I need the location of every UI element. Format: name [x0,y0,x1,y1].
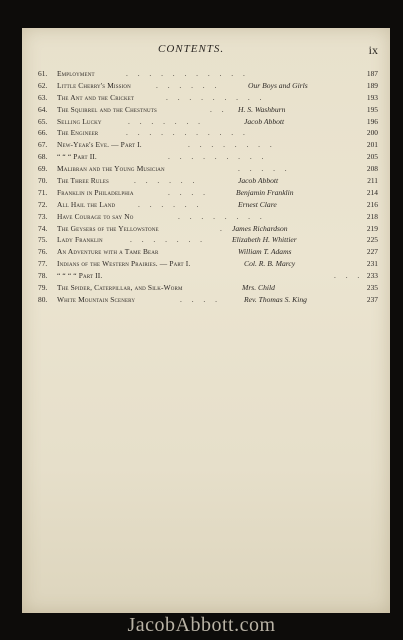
entry-number: 61. [38,69,48,78]
entry-title: Malibran and the Young Musician [57,164,165,174]
toc-entry [38,294,378,306]
entry-number: 67. [38,140,48,150]
entry-title: An Adventure with a Tame Bear [57,247,159,257]
toc-entry [38,80,378,92]
site-watermark: JacobAbbott.com [127,614,276,636]
entry-page: 211 [367,176,378,186]
entry-number: 77. [38,259,48,269]
entry-title: New-Year's Eve. — Part I. [57,140,142,150]
leader-dots: . [220,223,226,233]
entry-title: The Spider, Caterpillar, and Silk-Worm [57,283,183,293]
leader-dots: . . . . . . . [130,235,207,245]
entry-title: Indians of the Western Prairies. — Part I. [57,259,191,269]
leader-dots: . . . . . . . . [178,211,266,221]
entry-author: Jacob Abbott [238,176,279,186]
entry-author: Our Boys and Girls [248,80,308,90]
entry-author: Rev. Thomas S. King [244,294,307,304]
leader-dots: . . . . . . [138,199,203,209]
leader-dots: . . . . . . . [128,116,205,126]
entry-number: 72. [38,199,48,209]
entry-title: White Mountain Scenery [57,294,136,304]
toc-entry [38,270,378,282]
entry-number: 66. [38,128,48,138]
toc-entry [38,211,378,223]
entry-author: James Richardson [232,223,288,233]
leader-dots: . . . . [168,187,209,197]
leader-dots: . . . . . . . . . [166,92,266,102]
entry-number: 76. [38,247,48,257]
entry-title: The Squirrel and the Chestnuts [57,104,157,114]
entry-number: 64. [38,104,48,114]
entry-number: 70. [38,176,48,186]
leader-dots: . . . . . . . . . . . [126,128,249,138]
entry-page: 201 [366,140,378,150]
entry-page: 195 [366,104,378,114]
entry-author: Jacob Abbott [244,116,285,126]
entry-number: 73. [38,211,48,221]
entry-number: 75. [38,235,48,245]
entry-title: All Hail the Land [57,199,116,209]
entry-page: 214 [366,187,378,197]
entry-page: 193 [366,92,378,102]
entry-page: 237 [366,294,378,304]
entry-page: 187 [366,69,378,78]
toc-entry [38,175,378,187]
leader-dots: . . . . . . [156,80,221,90]
entry-author: Elizabeth H. Whittier [232,235,297,245]
leader-dots: . . . . [180,294,221,304]
toc-entry [38,151,378,163]
toc-entry [38,282,378,294]
leader-dots: . . . . . . [134,176,199,186]
toc-entry [38,139,378,151]
entry-number: 79. [38,283,48,293]
entry-page: 189 [366,80,378,90]
page-title: CONTENTS. [158,43,225,55]
entry-author: Mrs. Child [242,283,275,293]
entry-author: H. S. Washburn [238,104,286,114]
entry-title: The Ant and the Cricket [57,92,135,102]
entry-number: 63. [38,92,48,102]
toc-entry [38,258,378,270]
toc-entry [38,223,378,235]
entry-number: 68. [38,152,48,162]
entry-author: Ernest Clare [238,199,277,209]
entry-title: Little Cherry's Mission [57,80,131,90]
toc-entry [38,68,378,80]
leader-dots: . . . . . [238,164,291,174]
toc-entry [38,116,378,128]
entry-page: 216 [366,199,378,209]
entry-number: 69. [38,164,48,174]
entry-number: 78. [38,271,48,281]
page-number: ix [368,43,378,57]
entry-author: William T. Adams [238,247,292,257]
entry-title: The Three Rules [57,176,109,186]
entry-page: 196 [366,116,378,126]
running-head [22,43,390,57]
entry-number: 65. [38,116,48,126]
entry-title: “ “ “ Part II. [57,152,97,162]
entry-page: 219 [366,223,378,233]
toc-entry [38,104,378,116]
entry-title: Have Courage to say No [57,211,134,221]
entry-page: 233 [366,271,378,281]
toc-entry [38,92,378,104]
leader-dots: . . . . . . . . . . . [126,69,249,78]
entry-title: Franklin in Philadelphia [57,187,134,197]
entry-number: 71. [38,187,48,197]
entry-number: 62. [38,80,48,90]
entry-page: 218 [366,211,378,221]
leader-dots: . . . [334,271,364,281]
entry-author: Benjamin Franklin [236,187,294,197]
entry-title: Selling Lucky [57,116,102,126]
entry-page: 235 [366,283,378,293]
toc-entry [38,163,378,175]
leader-dots: . . . . . . . . [188,140,276,150]
entry-page: 208 [366,164,378,174]
table-of-contents [38,68,378,306]
book-page [22,28,390,613]
leader-dots: . . [210,104,228,114]
entry-number: 80. [38,294,48,304]
toc-entry [38,234,378,246]
entry-page: 205 [366,152,378,162]
entry-title: The Geysers of the Yellowstone [57,223,159,233]
entry-number: 74. [38,223,48,233]
toc-entry [38,127,378,139]
entry-page: 225 [366,235,378,245]
entry-page: 200 [366,128,378,138]
toc-entry [38,246,378,258]
leader-dots: . . . . . . . . . [168,152,268,162]
entry-title: “ “ “ “ Part II. [57,271,103,281]
entry-title: Lady Franklin [57,235,103,245]
entry-page: 227 [366,247,378,257]
toc-entry [38,199,378,211]
entry-title: The Engineer [57,128,99,138]
toc-entry [38,187,378,199]
entry-page: 231 [366,259,378,269]
entry-author: Col. R. B. Marcy [244,259,296,269]
entry-title: Employment [57,69,95,78]
